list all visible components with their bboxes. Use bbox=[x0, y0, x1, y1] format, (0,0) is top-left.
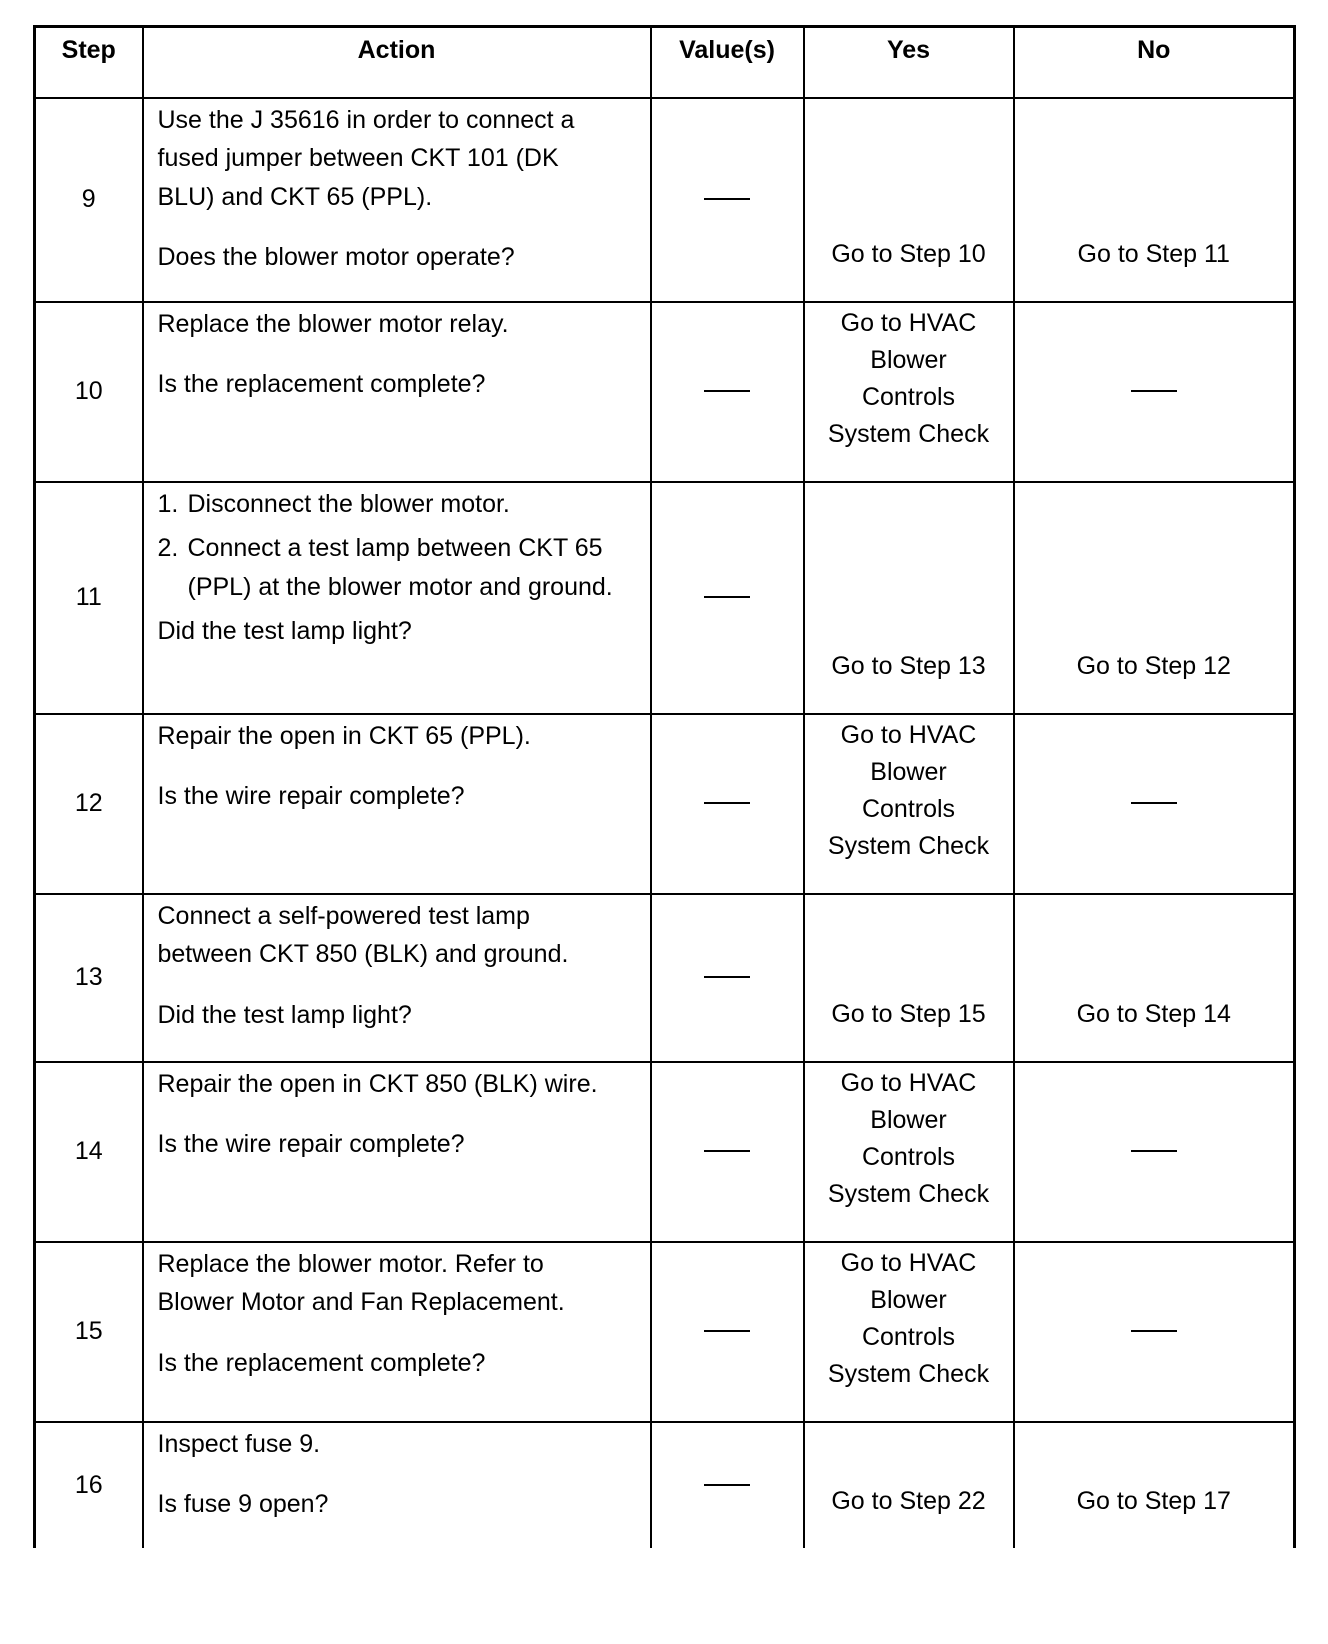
value-cell bbox=[651, 894, 804, 1062]
yes-cell: Go to Step 22 bbox=[804, 1422, 1014, 1548]
action-question: Is the replacement complete? bbox=[157, 1348, 486, 1377]
dash bbox=[704, 1484, 750, 1486]
dash bbox=[1131, 1150, 1177, 1152]
value-cell bbox=[651, 714, 804, 894]
action-cell bbox=[143, 894, 651, 1062]
action-cell bbox=[143, 1242, 651, 1422]
dash bbox=[1131, 802, 1177, 804]
value-cell bbox=[651, 1422, 804, 1548]
diagnostic-table bbox=[33, 25, 1296, 1548]
step-number: 13 bbox=[35, 894, 143, 1062]
table-row bbox=[35, 1422, 1295, 1548]
list-item: 1. Disconnect the blower motor. bbox=[157, 489, 510, 518]
value-cell bbox=[651, 98, 804, 302]
action-question: Is the wire repair complete? bbox=[157, 1130, 465, 1158]
yes-cell: Go to HVAC Blower Controls System Check bbox=[804, 1242, 1014, 1422]
table-row bbox=[35, 98, 1295, 302]
table-row bbox=[35, 1242, 1295, 1422]
step-number: 14 bbox=[35, 1062, 143, 1242]
value-cell bbox=[651, 482, 804, 714]
value-cell bbox=[651, 1242, 804, 1422]
action-question: Is the replacement complete? bbox=[157, 370, 486, 398]
no-cell bbox=[1014, 1062, 1295, 1242]
yes-cell: Go to Step 15 bbox=[804, 894, 1014, 1062]
list-item: 2. Connect a test lamp between CKT 65 (PPL) at the blower motor and ground. bbox=[157, 534, 613, 601]
action-cell bbox=[143, 482, 651, 714]
step-number: 15 bbox=[35, 1242, 143, 1422]
action-line: Repair the open in CKT 65 (PPL). bbox=[157, 721, 531, 750]
action-question: Does the blower motor operate? bbox=[157, 243, 515, 271]
no-cell bbox=[1014, 302, 1295, 482]
action-line: Use the J 35616 in order to connect a bbox=[157, 105, 575, 134]
header-yes: Yes bbox=[804, 27, 1014, 98]
step-number: 10 bbox=[35, 302, 143, 482]
dash bbox=[1131, 1330, 1177, 1332]
action-line: between CKT 850 (BLK) and ground. bbox=[157, 940, 569, 968]
value-cell bbox=[651, 302, 804, 482]
dash bbox=[704, 976, 750, 978]
table-row bbox=[35, 302, 1295, 482]
action-line: Replace the blower motor. Refer to bbox=[157, 1249, 544, 1278]
dash bbox=[1131, 390, 1177, 392]
yes-cell: Go to HVAC Blower Controls System Check bbox=[804, 714, 1014, 894]
action-question: Is fuse 9 open? bbox=[157, 1490, 329, 1518]
step-number: 12 bbox=[35, 714, 143, 894]
action-steps-list bbox=[158, 485, 636, 607]
action-cell bbox=[143, 714, 651, 894]
yes-cell: Go to HVAC Blower Controls System Check bbox=[804, 1062, 1014, 1242]
dash bbox=[704, 596, 750, 598]
action-line: Connect a self-powered test lamp bbox=[157, 901, 530, 930]
action-question: Is the wire repair complete? bbox=[157, 782, 465, 810]
action-line: Repair the open in CKT 850 (BLK) wire. bbox=[157, 1069, 598, 1098]
dash bbox=[704, 802, 750, 804]
table-row bbox=[35, 1062, 1295, 1242]
action-question: Did the test lamp light? bbox=[157, 1000, 412, 1029]
action-line: Blower Motor and Fan Replacement. bbox=[157, 1288, 565, 1316]
dash bbox=[704, 1330, 750, 1332]
step-number: 16 bbox=[35, 1422, 143, 1548]
header-action: Action bbox=[143, 27, 651, 98]
yes-cell: Go to Step 10 bbox=[804, 98, 1014, 302]
no-cell: Go to Step 17 bbox=[1014, 1422, 1295, 1548]
step-number: 11 bbox=[35, 482, 143, 714]
value-cell bbox=[651, 1062, 804, 1242]
no-cell: Go to Step 14 bbox=[1014, 894, 1295, 1062]
yes-cell: Go to Step 13 bbox=[804, 482, 1014, 714]
action-line: Inspect fuse 9. bbox=[157, 1429, 321, 1458]
table-row bbox=[35, 482, 1295, 714]
action-cell bbox=[143, 98, 651, 302]
action-cell bbox=[143, 1422, 651, 1548]
no-cell bbox=[1014, 714, 1295, 894]
no-cell: Go to Step 12 bbox=[1014, 482, 1295, 714]
dash bbox=[704, 198, 750, 200]
action-line: BLU) and CKT 65 (PPL). bbox=[157, 182, 433, 211]
dash bbox=[704, 1150, 750, 1152]
table-row bbox=[35, 714, 1295, 894]
dash bbox=[704, 390, 750, 392]
header-no: No bbox=[1014, 27, 1295, 98]
header-step: Step bbox=[35, 27, 143, 98]
action-cell bbox=[143, 302, 651, 482]
no-cell: Go to Step 11 bbox=[1014, 98, 1295, 302]
action-cell bbox=[143, 1062, 651, 1242]
table-row bbox=[35, 894, 1295, 1062]
header-values: Value(s) bbox=[651, 27, 804, 98]
yes-cell: Go to HVAC Blower Controls System Check bbox=[804, 302, 1014, 482]
action-line: fused jumper between CKT 101 (DK bbox=[157, 144, 559, 172]
no-cell bbox=[1014, 1242, 1295, 1422]
action-question: Did the test lamp light? bbox=[157, 617, 412, 645]
action-line: Replace the blower motor relay. bbox=[157, 309, 509, 338]
step-number: 9 bbox=[35, 98, 143, 302]
header-row bbox=[35, 27, 1295, 98]
